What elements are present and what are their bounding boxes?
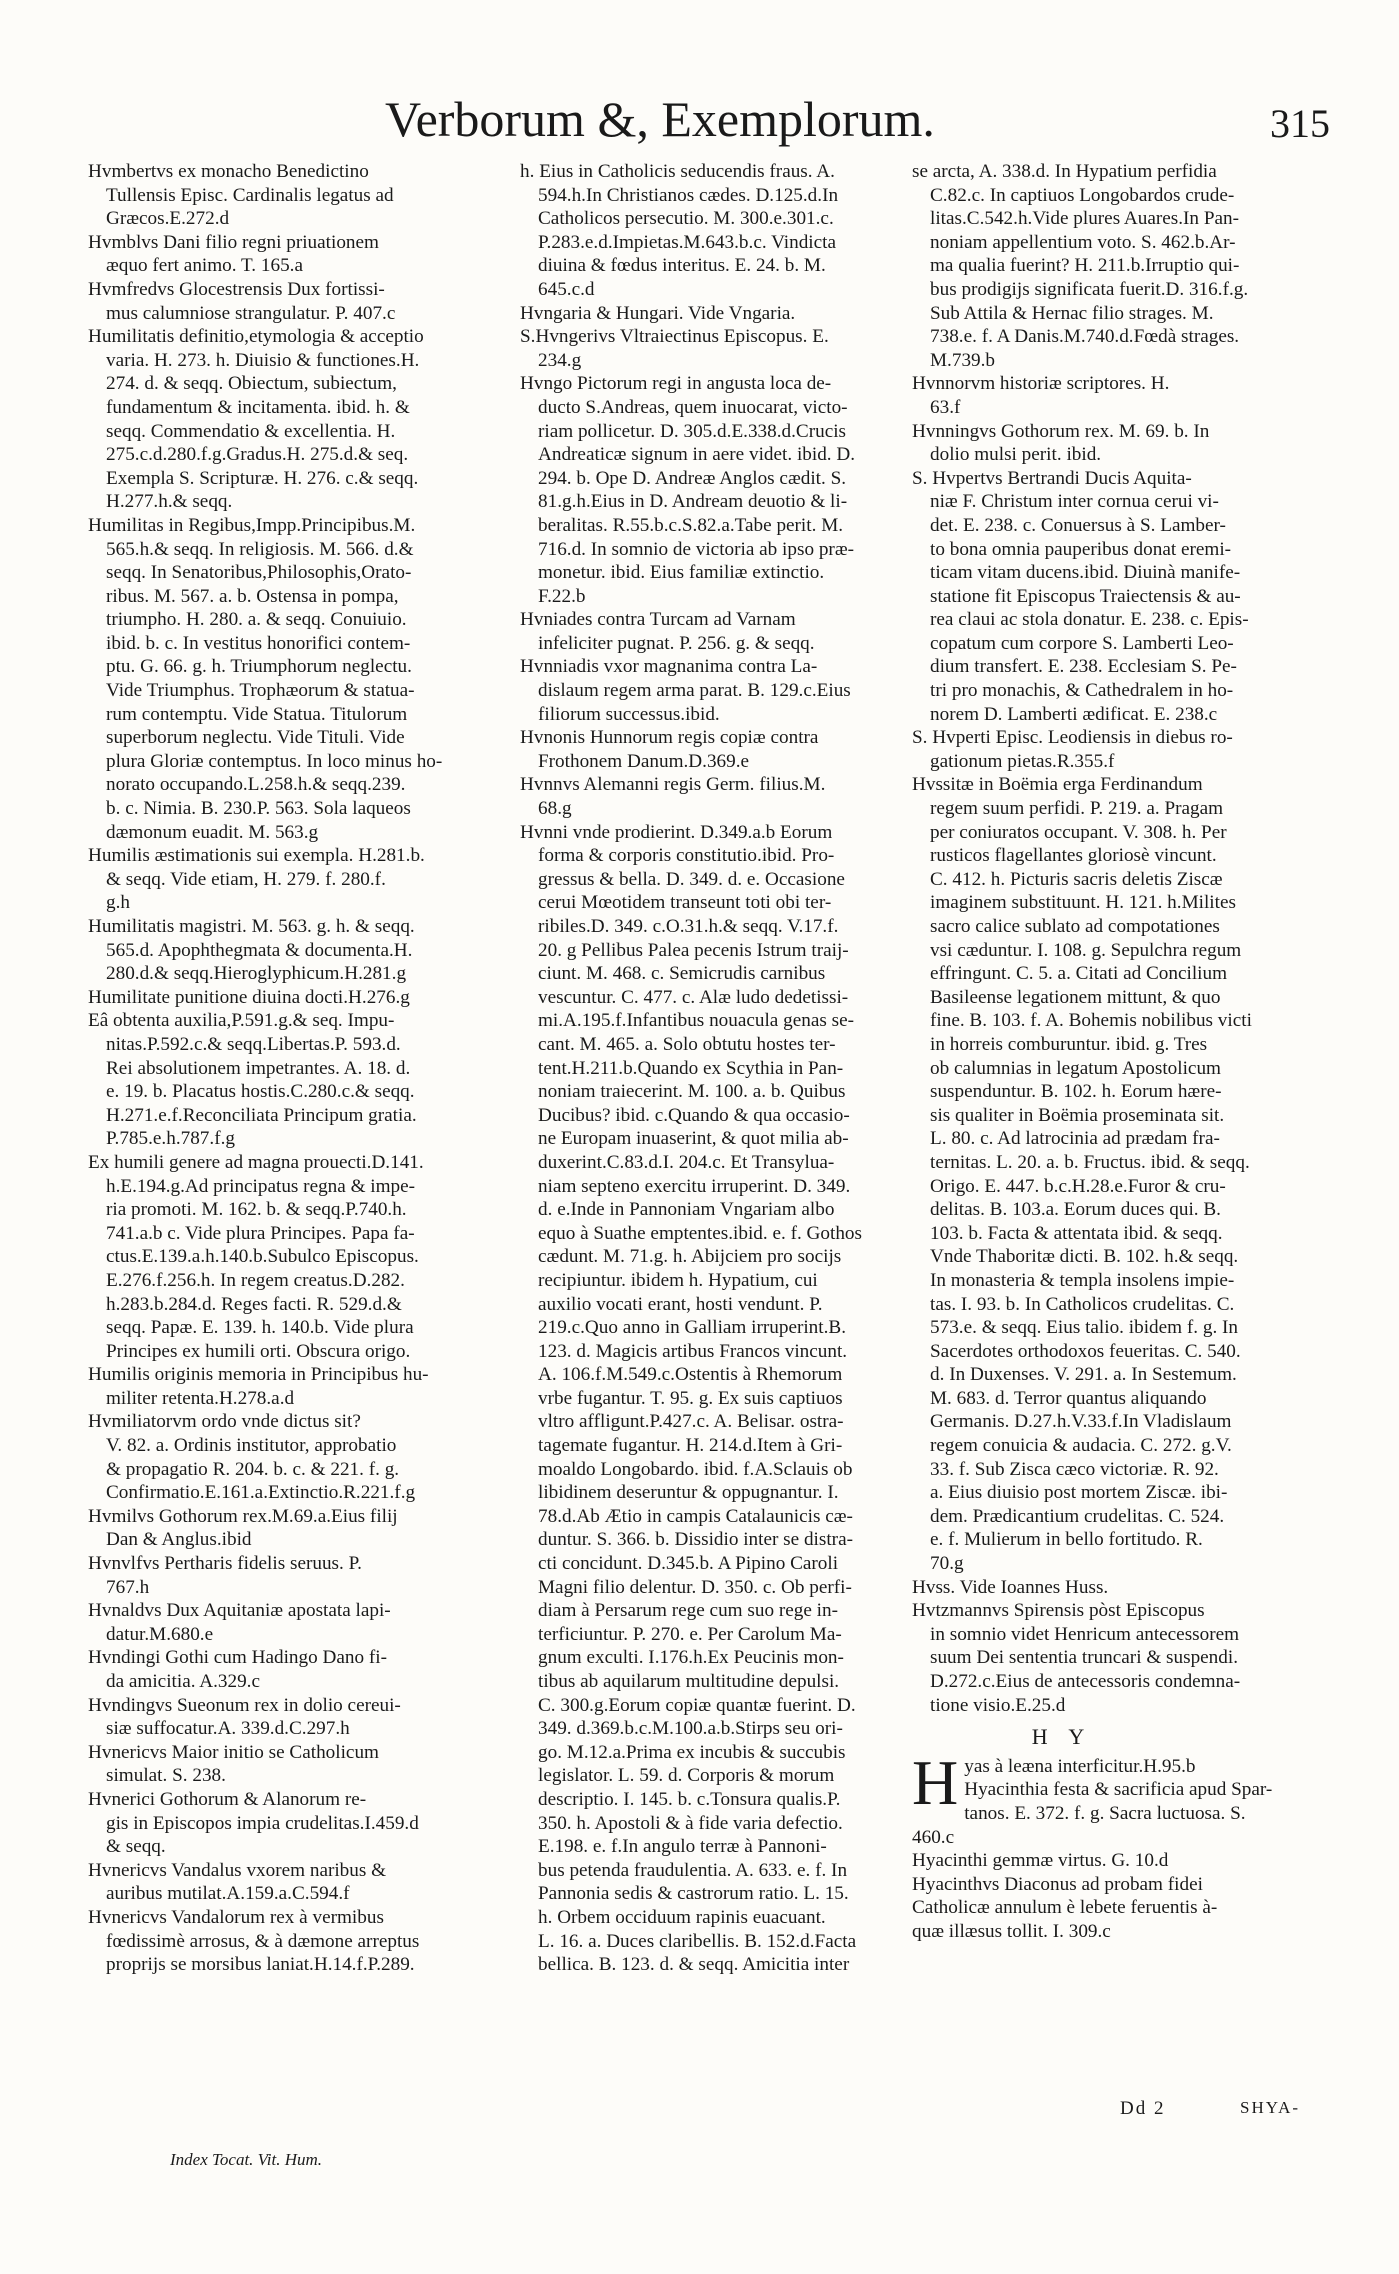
index-line: siæ suffocatur.A. 339.d.C.297.h [106, 1718, 350, 1740]
index-line: h. Eius in Catholicis seducendis fraus. A. [520, 161, 835, 182]
index-line: ob calumnias in legatum Apostolicum [930, 1057, 1221, 1079]
index-line: dium transfert. E. 238. Ecclesiam S. Pe- [930, 656, 1237, 678]
index-line: e. f. Mulierum in bello fortitudo. R. [930, 1529, 1203, 1551]
index-line: rea claui ac stola donatur. E. 238. c. Epis- [930, 609, 1249, 631]
index-line: 565.h.& seqq. In religiosis. M. 566. d.& [106, 538, 414, 560]
index-line: norato occupando.L.258.h.& seqq.239. [106, 774, 406, 796]
index-line: S.Hvngerivs Vltraiectinus Episcopus. E. [520, 326, 829, 348]
index-line: copatum cum corpore S. Lamberti Leo- [930, 632, 1234, 654]
index-line: Hvmbertvs ex monacho Benedictino [88, 161, 369, 182]
index-line: vsi cæduntur. I. 108. g. Sepulchra regum [930, 939, 1242, 961]
index-line: ribiles.D. 349. c.O.31.h.& seqq. V.17.f. [538, 916, 839, 937]
index-line: auribus mutilat.A.159.a.C.594.f [106, 1883, 350, 1905]
index-line: Hvnericvs Maior initio se Catholicum [88, 1741, 379, 1763]
index-line: 234.g [538, 349, 582, 371]
index-line: Humilitate punitione diuina docti.H.276.g [88, 986, 410, 1008]
index-column-middle [520, 160, 862, 1977]
index-line: descriptio. I. 145. b. c.Tonsura qualis.P. [538, 1788, 841, 1810]
index-line: Humilitas in Regibus,Impp.Principibus.M. [88, 514, 416, 536]
index-line: Hvtzmannvs Spirensis pòst Episcopus [912, 1600, 1205, 1622]
index-line: Hvnnorvm historiæ scriptores. H. [912, 373, 1170, 395]
index-line: 63.f [930, 396, 961, 418]
index-line: 716.d. In somnio de victoria ab ipso præ- [538, 538, 855, 560]
index-line: Hyacinthia festa & sacrificia apud Spar- [964, 1779, 1273, 1801]
index-line: noniam appellentium voto. S. 462.b.Ar- [930, 231, 1236, 253]
index-line: g.h [106, 892, 130, 914]
index-line: Hvnniadis vxor magnanima contra La- [520, 656, 818, 678]
index-line: Magni filio delentur. D. 350. c. Ob perfi- [538, 1576, 852, 1598]
index-line: forma & corporis constitutio.ibid. Pro- [538, 845, 835, 867]
index-line: E.276.f.256.h. In regem creatus.D.282. [106, 1269, 405, 1291]
index-line: Hvmiliatorvm ordo vnde dictus sit? [88, 1411, 361, 1433]
index-line: 349. d.369.b.c.M.100.a.b.Stirps seu ori- [538, 1718, 843, 1740]
index-line: noniam traiecerint. M. 100. a. b. Quibus [538, 1081, 846, 1103]
index-line: & seqq. Vide etiam, H. 279. f. 280.f. [106, 868, 386, 890]
index-line: Dan & Anglus.ibid [106, 1529, 252, 1551]
index-line: ribus. M. 567. a. b. Ostensa in pompa, [106, 585, 399, 607]
index-line: yas à leæna interficitur.H.95.b [964, 1755, 1196, 1777]
index-line: d. e.Inde in Pannoniam Vngariam albo [538, 1199, 835, 1221]
index-line: 20. g Pellibus Palea pecenis Istrum traij- [538, 939, 849, 961]
index-line: 565.d. Apophthegmata & documenta.H. [106, 939, 413, 961]
index-line: seqq. In Senatoribus,Philosophis,Orato- [106, 562, 412, 584]
index-line: Origo. E. 447. b.c.H.28.e.Furor & cru- [930, 1175, 1226, 1197]
index-line: diam à Persarum rege cum suo rege in- [538, 1600, 838, 1622]
index-line: sacro calice sublato ad compotationes [930, 916, 1220, 937]
index-line: vltro affligunt.P.427.c. A. Belisar. ostra- [538, 1411, 844, 1433]
index-line: tas. I. 93. b. In Catholicos crudelitas. C. [930, 1293, 1235, 1315]
index-line: Hvniades contra Turcam ad Varnam [520, 609, 796, 631]
index-line: varia. H. 273. h. Diuisio & functiones.H. [106, 349, 420, 371]
index-line: tri pro monachis, & Cathedralem in ho- [930, 680, 1234, 702]
index-line: vescuntur. C. 477. c. Alæ ludo dedetissi- [538, 986, 849, 1008]
index-line: E.198. e. f.In angulo terræ à Pannoni- [538, 1836, 827, 1858]
page-number: 315 [1270, 101, 1330, 146]
index-line: ducto S.Andreas, quem inuocarat, victo- [538, 396, 848, 418]
index-line: to bona omnia pauperibus donat eremi- [930, 538, 1232, 560]
index-line: in somnio videt Henricum antecessorem [930, 1623, 1240, 1645]
index-line: dolio mulsi perit. ibid. [930, 444, 1102, 466]
index-line: litas.C.542.h.Vide plures Auares.In Pan- [930, 208, 1239, 230]
index-column-left [88, 160, 443, 1977]
index-line: 645.c.d [538, 278, 595, 300]
index-line: rusticos flagellantes gloriosè vincunt. [930, 845, 1217, 867]
index-line: Hvssitæ in Boëmia erga Ferdinandum [912, 774, 1203, 796]
index-line: cti concidunt. D.345.b. A Pipino Caroli [538, 1553, 839, 1575]
index-line: equo à Suathe emptentes.ibid. e. f. Gothos [538, 1222, 862, 1244]
catchword: SHYA- [1240, 2098, 1301, 2117]
index-line: niam septeno exercitu irruperint. D. 349. [538, 1175, 851, 1197]
index-line: Catholicæ annulum è lebete feruentis à- [912, 1897, 1218, 1919]
index-line: suspenduntur. B. 102. h. Eorum hære- [930, 1081, 1222, 1103]
index-line: Vide Triumphus. Trophæorum & statua- [106, 680, 415, 702]
index-line: a. Eius diuisio post mortem Ziscæ. ibi- [930, 1482, 1228, 1504]
index-line: Hvndingi Gothi cum Hadingo Dano fi- [88, 1647, 387, 1669]
index-line: fine. B. 103. f. A. Bohemis nobilibus victi [930, 1010, 1252, 1032]
index-line: h. Orbem occiduum rapinis euacuant. [538, 1906, 826, 1928]
index-line: Hvnaldvs Dux Aquitaniæ apostata lapi- [88, 1600, 391, 1622]
section-heading: H Y [1031, 1724, 1093, 1750]
index-line: mi.A.195.f.Infantibus nouacula genas se- [538, 1010, 854, 1032]
index-line: Catholicos persecutio. M. 300.e.301.c. [538, 208, 834, 230]
index-line: Hyacinthi gemmæ virtus. G. 10.d [912, 1850, 1169, 1872]
index-line: nitas.P.592.c.& seqq.Libertas.P. 593.d. [106, 1033, 401, 1055]
index-line: d. In Duxenses. V. 291. a. In Sestemum. [930, 1364, 1237, 1386]
index-line: & propagatio R. 204. b. c. & 221. f. g. [106, 1458, 400, 1480]
index-line: tagemate fugantur. H. 214.d.Item à Gri- [538, 1435, 843, 1457]
index-line: monetur. ibid. Eius familiæ extinctio. [538, 562, 825, 584]
index-line: regem conuicia & audacia. C. 272. g.V. [930, 1435, 1232, 1457]
index-line: gressus & bella. D. 349. d. e. Occasione [538, 868, 845, 890]
index-line: M.739.b [930, 349, 996, 371]
index-line: 460.c [912, 1826, 955, 1848]
index-line: bus prodigijs significata fuerit.D. 316.f.g. [930, 278, 1249, 300]
index-line: auxilio vocati erant, hosti vendunt. P. [538, 1293, 823, 1315]
index-line: vrbe fugantur. T. 95. g. Ex suis captiuos [538, 1387, 843, 1409]
index-line: Ducibus? ibid. c.Quando & qua occasio- [538, 1104, 850, 1126]
index-line: Hvmilvs Gothorum rex.M.69.a.Eius filij [88, 1505, 398, 1527]
index-line: proprijs se morsibus laniat.H.14.f.P.289. [106, 1954, 415, 1976]
index-line: per coniuratos occupant. V. 308. h. Per [930, 821, 1227, 843]
index-line: A. 106.f.M.549.c.Ostentis à Rhemorum [538, 1364, 843, 1386]
index-line: Frothonem Danum.D.369.e [538, 750, 750, 772]
index-line: æquo fert animo. T. 165.a [106, 255, 303, 277]
index-line: 594.h.In Christianos cædes. D.125.d.In [538, 184, 839, 206]
index-line: beralitas. R.55.b.c.S.82.a.Tabe perit. M. [538, 514, 844, 536]
page-header [0, 90, 1399, 170]
index-line: tent.H.211.b.Quando ex Scythia in Pan- [538, 1057, 844, 1079]
index-line: Germanis. D.27.h.V.33.f.In Vladislaum [930, 1411, 1232, 1433]
index-column-right [912, 160, 1273, 1944]
index-line: Vnde Thaboritæ dicti. B. 102. h.& seqq. [930, 1246, 1239, 1268]
index-line: rum contemptu. Vide Statua. Titulorum [106, 703, 408, 725]
index-line: Humilitatis definitio,etymologia & acceptio [88, 326, 424, 348]
running-title: Verborum &, Exemplorum. [385, 91, 935, 147]
index-line: Andreaticæ signum in aere videt. ibid. D. [538, 444, 856, 466]
index-line: militer retenta.H.278.a.d [106, 1387, 295, 1409]
index-line: Hvss. Vide Ioannes Huss. [912, 1576, 1109, 1598]
index-line: H.277.h.& seqq. [106, 491, 233, 513]
index-line: 78.d.Ab Ætio in campis Catalaunicis cæ- [538, 1505, 853, 1527]
index-line: h.283.b.284.d. Reges facti. R. 529.d.& [106, 1293, 402, 1315]
index-line: ptu. G. 66. g. h. Triumphorum neglectu. [106, 656, 412, 678]
index-line: filiorum successus.ibid. [538, 703, 720, 725]
index-line: Pannonia sedis & castrorum ratio. L. 15. [538, 1883, 849, 1905]
index-line: infeliciter pugnat. P. 256. g. & seqq. [538, 632, 815, 654]
index-line: Humilitatis magistri. M. 563. g. h. & seqq. [88, 916, 415, 937]
index-line: seqq. Commendatio & excellentia. H. [106, 420, 396, 442]
index-line: Hvngaria & Hungari. Vide Vngaria. [520, 302, 796, 324]
index-line: fœdissimè arrosus, & à dæmone arreptus [106, 1930, 420, 1952]
index-line: h.E.194.g.Ad principatus regna & impe- [106, 1175, 416, 1197]
index-line: dislaum regem arma parat. B. 129.c.Eius [538, 680, 851, 702]
index-line: Hvmblvs Dani filio regni priuationem [88, 231, 379, 253]
index-line: cant. M. 465. a. Solo obtutu hostes ter- [538, 1033, 836, 1055]
index-line: M. 683. d. Terror quantus aliquando [930, 1387, 1207, 1409]
index-line: Hvnningvs Gothorum rex. M. 69. b. In [912, 420, 1210, 442]
index-line: ma qualia fuerint? H. 211.b.Irruptio qui- [930, 255, 1240, 277]
index-line: Hvnnvs Alemanni regis Germ. filius.M. [520, 774, 826, 796]
index-line: go. M.12.a.Prima ex incubis & succubis [538, 1741, 846, 1763]
index-line: tione visio.E.25.d [930, 1694, 1066, 1716]
index-line: cædunt. M. 71.g. h. Abijciem pro socijs [538, 1246, 842, 1268]
index-line: fundamentum & incitamenta. ibid. h. & [106, 396, 410, 418]
index-line: 350. h. Apostoli & à fide varia defectio. [538, 1812, 843, 1834]
index-line: norem D. Lamberti ædificat. E. 238.c [930, 703, 1218, 725]
index-line: S. Hvpertvs Bertrandi Ducis Aquita- [912, 467, 1192, 489]
index-line: Hyacinthvs Diaconus ad probam fidei [912, 1873, 1203, 1895]
index-line: P.283.e.d.Impietas.M.643.b.c. Vindicta [538, 231, 836, 253]
index-line: superborum neglectu. Vide Tituli. Vide [106, 727, 405, 749]
index-line: dem. Prædicantium crudelitas. C. 524. [930, 1505, 1225, 1527]
index-line: L. 16. a. Duces claribellis. B. 152.d.Facta [538, 1930, 857, 1952]
index-line: diuina & fœdus interitus. E. 24. b. M. [538, 255, 826, 277]
index-line: Hvnonis Hunnorum regis copiæ contra [520, 727, 819, 749]
index-line: recipiuntur. ibidem h. Hypatium, cui [538, 1269, 818, 1291]
index-line: bellica. B. 123. d. & seqq. Amicitia inter [538, 1954, 850, 1976]
index-line: Eâ obtenta auxilia,P.591.g.& seq. Impu- [88, 1010, 395, 1032]
index-line: imaginem substituunt. H. 121. h.Milites [930, 892, 1236, 914]
index-line: Confirmatio.E.161.a.Extinctio.R.221.f.g [106, 1482, 416, 1504]
index-line: ctus.E.139.a.h.140.b.Subulco Episcopus. [106, 1246, 419, 1268]
index-line: suum Dei sententia truncari & suspendi. [930, 1647, 1239, 1669]
index-line: 738.e. f. A Danis.M.740.d.Fœdà strages. [930, 326, 1240, 348]
index-line: Principes ex humili orti. Obscura origo. [106, 1340, 411, 1362]
index-line: V. 82. a. Ordinis institutor, approbatio [106, 1435, 397, 1457]
index-entries-hu [912, 160, 1252, 1717]
index-line: terficiuntur. P. 270. e. Per Carolum Ma- [538, 1623, 842, 1645]
index-line: & seqq. [106, 1836, 166, 1858]
index-line: delitas. B. 103.a. Eorum duces qui. B. [930, 1199, 1221, 1221]
index-line: ticam vitam ducens.ibid. Diuinà manife- [930, 562, 1241, 584]
index-line: 219.c.Quo anno in Galliam irruperint.B. [538, 1317, 847, 1339]
drop-cap: H [912, 1746, 959, 1818]
index-line: gnum exculti. I.176.h.Ex Peucinis mon- [538, 1647, 844, 1669]
index-line: 123. d. Magicis artibus Francos vincunt. [538, 1340, 848, 1362]
index-line: Sub Attila & Hernac filio strages. M. [930, 302, 1214, 324]
index-line: Tullensis Episc. Cardinalis legatus ad [106, 184, 394, 206]
index-entries-hy [912, 1746, 1273, 1944]
index-line: Hvngo Pictorum regi in angusta loca de- [520, 373, 832, 395]
index-line: 70.g [930, 1553, 964, 1575]
index-line: 741.a.b c. Vide plura Principes. Papa fa- [106, 1222, 415, 1244]
index-line: gis in Episcopos impia crudelitas.I.459.d [106, 1812, 419, 1834]
index-line: simulat. S. 238. [106, 1765, 226, 1787]
index-line: se arcta, A. 338.d. In Hypatium perfidia [912, 161, 1217, 182]
index-line: Hvnericvs Vandalus vxorem naribus & [88, 1859, 387, 1881]
index-line: L. 80. c. Ad latrocinia ad prædam fra- [930, 1128, 1220, 1150]
index-line: Humilis æstimationis sui exempla. H.281.b. [88, 845, 425, 867]
index-line: riam pollicetur. D. 305.d.E.338.d.Crucis [538, 420, 847, 442]
index-line: Sacerdotes orthodoxos feueritas. C. 540. [930, 1340, 1241, 1362]
index-line: mus calumniose strangulatur. P. 407.c [106, 302, 396, 324]
index-line: Hvnni vnde prodierint. D.349.a.b Eorum [520, 821, 833, 843]
index-line: 68.g [538, 798, 572, 820]
index-line: Hvmfredvs Glocestrensis Dux fortissi- [88, 278, 385, 300]
index-line: C. 412. h. Picturis sacris deletis Ziscæ [930, 868, 1223, 890]
index-line: 275.c.d.280.f.g.Gradus.H. 275.d.& seq. [106, 444, 409, 466]
index-line: 573.e. & seqq. Eius talio. ibidem f. g. In [930, 1317, 1239, 1339]
index-line: C. 300.g.Eorum copiæ quantæ fuerint. D. [538, 1694, 856, 1716]
index-line: 280.d.& seqq.Hieroglyphicum.H.281.g [106, 963, 407, 985]
index-line: ternitas. L. 20. a. b. Fructus. ibid. & seqq. [930, 1151, 1250, 1173]
index-line: ne Europam inuaserint, & quot milia ab- [538, 1128, 849, 1150]
index-line: da amicitia. A.329.c [106, 1671, 260, 1692]
index-line: duntur. S. 366. b. Dissidio inter se distra- [538, 1529, 853, 1551]
index-line: legislator. L. 59. d. Corporis & morum [538, 1765, 835, 1787]
index-line: gationum pietas.R.355.f [930, 750, 1115, 772]
index-line: plura Gloriæ contemptus. In loco minus ho- [106, 750, 443, 772]
signature-mark: Dd 2 [1120, 2098, 1166, 2119]
index-line: D.272.c.Eius de antecessoris condemna- [930, 1671, 1241, 1692]
index-line: ibid. b. c. In vestitus honorifici contem- [106, 632, 411, 654]
index-line: S. Hvperti Episc. Leodiensis in diebus ro- [912, 727, 1233, 749]
index-line: 81.g.h.Eius in D. Andream deuotio & li- [538, 491, 848, 513]
index-line: 33. f. Sub Zisca cæco victoriæ. R. 92. [930, 1458, 1219, 1480]
index-line: 294. b. Ope D. Andreæ Anglos cædit. S. [538, 467, 847, 489]
index-line: statione fit Episcopus Traiectensis & au- [930, 585, 1241, 607]
index-line: tanos. E. 372. f. g. Sacra luctuosa. S. [964, 1802, 1246, 1824]
index-line: det. E. 238. c. Conuersus à S. Lamber- [930, 514, 1226, 536]
index-line: Rei absolutionem impetrantes. A. 18. d. [106, 1057, 411, 1079]
index-line: ciunt. M. 468. c. Semicrudis carnibus [538, 963, 826, 985]
index-line: cerui Mœotidem transeunt toti obi ter- [538, 892, 832, 914]
index-line: e. 19. b. Placatus hostis.C.280.c.& seqq. [106, 1081, 415, 1103]
index-line: quæ illæsus tollit. I. 309.c [912, 1920, 1111, 1942]
index-line: sis qualiter in Boëmia proseminata sit. [930, 1104, 1225, 1126]
index-line: regem suum perfidi. P. 219. a. Pragam [930, 798, 1224, 820]
index-line: datur.M.680.e [106, 1623, 214, 1645]
index-line: Exempla S. Scripturæ. H. 276. c.& seqq. [106, 467, 419, 489]
index-line: effringunt. C. 5. a. Citati ad Concilium [930, 963, 1228, 985]
index-line: b. c. Nimia. B. 230.P. 563. Sola laqueos [106, 798, 411, 820]
index-line: 274. d. & seqq. Obiectum, subiectum, [106, 373, 397, 395]
index-line: F.22.b [538, 585, 586, 607]
index-line: 103. b. Facta & attentata ibid. & seqq. [930, 1222, 1223, 1244]
index-line: duxerint.C.83.d.I. 204.c. Et Transylua- [538, 1151, 835, 1173]
index-line: H.271.e.f.Reconciliata Principum gratia. [106, 1104, 417, 1126]
index-line: niæ F. Christum inter cornua cerui vi- [930, 491, 1219, 513]
index-line: dæmonum euadit. M. 563.g [106, 821, 319, 843]
index-line: Ex humili genere ad magna prouecti.D.141. [88, 1151, 424, 1173]
index-line: Hvnericvs Vandalorum rex à vermibus [88, 1906, 384, 1928]
index-line: moaldo Longobardo. ibid. f.A.Sclauis ob [538, 1458, 853, 1480]
index-line: Hvndingvs Sueonum rex in dolio cereui- [88, 1694, 401, 1716]
index-line: 767.h [106, 1576, 150, 1598]
index-line: In monasteria & templa insolens impie- [930, 1269, 1235, 1291]
index-line: Græcos.E.272.d [106, 208, 230, 230]
index-line: Humilis originis memoria in Principibus hu- [88, 1364, 429, 1386]
index-line: triumpho. H. 280. a. & seqq. Conuiuio. [106, 609, 407, 631]
index-line: Hvnvlfvs Pertharis fidelis seruus. P. [88, 1553, 362, 1575]
index-line: libidinem deseruntur & oppugnantur. I. [538, 1482, 839, 1504]
index-line: in horreis comburuntur. ibid. g. Tres [930, 1033, 1208, 1055]
index-line: tibus ab aquilarum multitudine depulsi. [538, 1671, 840, 1692]
index-line: Hvnerici Gothorum & Alanorum re- [88, 1788, 367, 1810]
index-line: C.82.c. In captiuos Longobardos crude- [930, 184, 1235, 206]
index-line: ria promoti. M. 162. b. & seqq.P.740.h. [106, 1199, 407, 1221]
index-line: bus petenda fraudulentia. A. 633. e. f. In [538, 1859, 848, 1881]
index-line: P.785.e.h.787.f.g [106, 1128, 235, 1150]
bottom-note: Index Tocat. Vit. Hum. [170, 2150, 323, 2169]
index-line: Basileense legationem mittunt, & quo [930, 986, 1221, 1008]
index-line: seqq. Papæ. E. 139. h. 140.b. Vide plura [106, 1317, 414, 1339]
